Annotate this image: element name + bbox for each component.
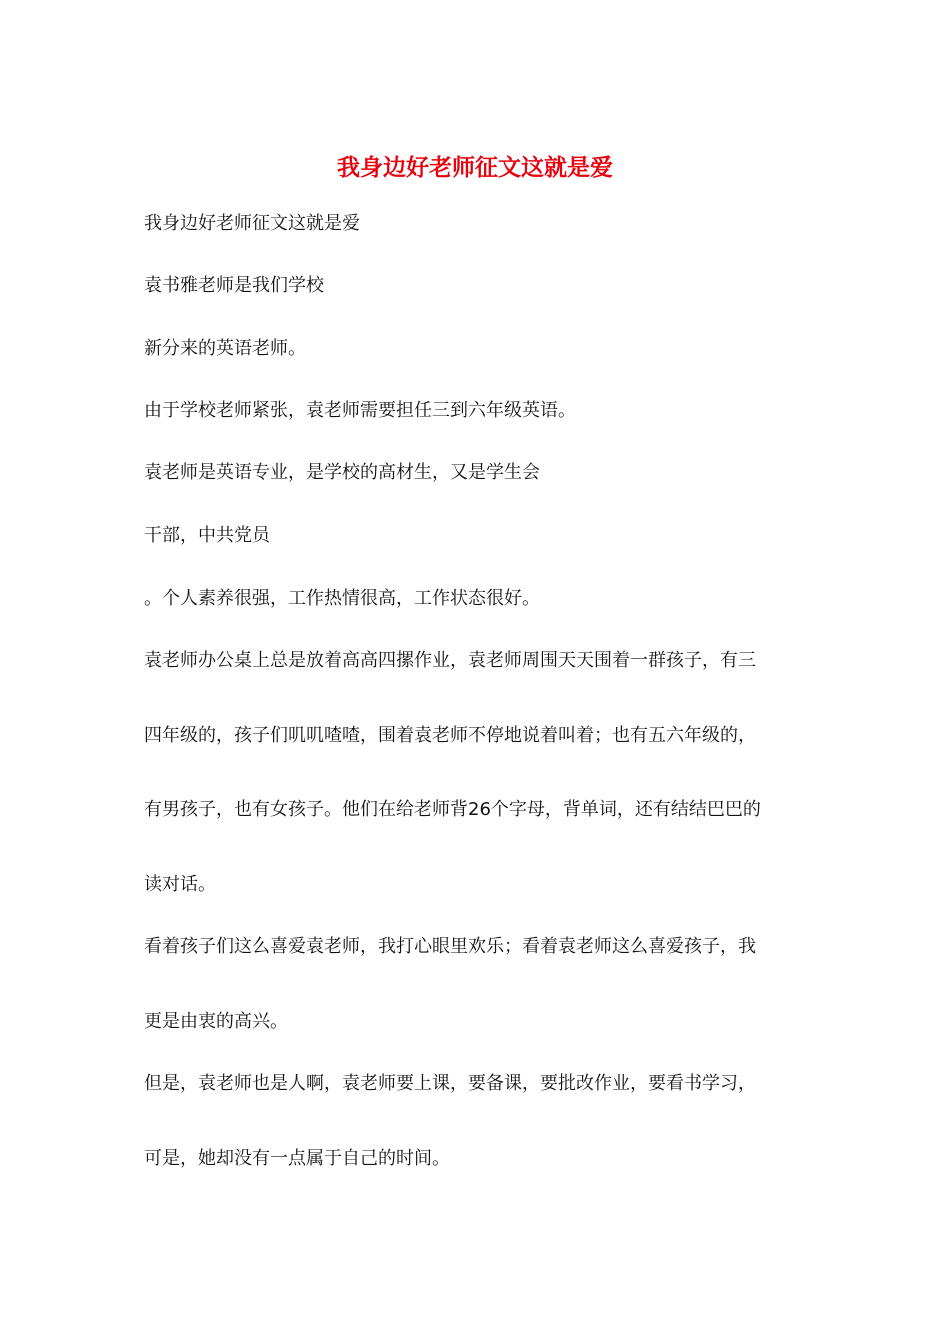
body-line: 袁老师办公桌上总是放着高高四摞作业，袁老师周围天天围着一群孩子，有三 <box>144 650 756 671</box>
body-line: 我身边好老师征文这就是爱 <box>144 213 360 234</box>
body-line: 由于学校老师紧张，袁老师需要担任三到六年级英语。 <box>144 400 576 421</box>
body-line: 袁老师是英语专业，是学校的高材生，又是学生会 <box>144 462 540 483</box>
body-line: 干部，中共党员 <box>144 525 270 546</box>
body-line: 看着孩子们这么喜爱袁老师，我打心眼里欢乐；看着袁老师这么喜爱孩子，我 <box>144 936 756 957</box>
body-line: 四年级的，孩子们叽叽喳喳，围着袁老师不停地说着叫着；也有五六年级的， <box>144 725 756 746</box>
body-line: 可是，她却没有一点属于自己的时间。 <box>144 1148 450 1169</box>
body-line: 但是，袁老师也是人啊，袁老师要上课，要备课，要批改作业，要看书学习， <box>144 1073 756 1094</box>
document-title: 我身边好老师征文这就是爱 <box>337 154 613 181</box>
body-line: 读对话。 <box>144 874 216 895</box>
body-line: 袁书雅老师是我们学校 <box>144 275 324 296</box>
body-line: 新分来的英语老师。 <box>144 338 306 359</box>
body-line: 。个人素养很强，工作热情很高，工作状态很好。 <box>144 588 540 609</box>
body-line: 有男孩子，也有女孩子。他们在给老师背26个字母，背单词，还有结结巴巴的 <box>144 799 761 820</box>
body-line: 更是由衷的高兴。 <box>144 1011 288 1032</box>
